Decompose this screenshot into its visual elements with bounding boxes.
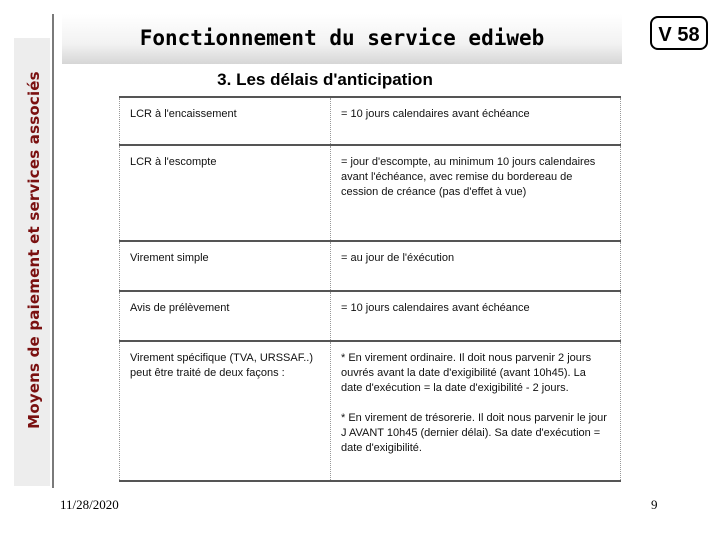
payment-type-cell: Virement spécifique (TVA, URSSAF..) peut être traité de deux façons : bbox=[120, 341, 331, 481]
payment-type-cell: LCR à l'encaissement bbox=[120, 97, 331, 145]
title-banner bbox=[62, 14, 622, 64]
sidebar-label: Moyens de paiement et services associés bbox=[25, 71, 43, 429]
table-row bbox=[120, 241, 621, 291]
table-row bbox=[120, 97, 621, 145]
footer-date: 11/28/2020 bbox=[60, 497, 119, 512]
payment-type-cell: Avis de prélèvement bbox=[120, 291, 331, 341]
version-badge: V 58 bbox=[650, 16, 708, 50]
section-subtitle: 3. Les délais d'anticipation bbox=[217, 70, 433, 89]
delay-cell: = 10 jours calendaires avant échéance bbox=[331, 291, 621, 341]
page-title: Fonctionnement du service ediweb bbox=[139, 26, 545, 50]
table-row bbox=[120, 145, 621, 241]
page-number: 9 bbox=[651, 497, 658, 512]
table-row bbox=[120, 341, 621, 481]
table-row bbox=[120, 291, 621, 341]
payment-type-cell: LCR à l'escompte bbox=[120, 145, 331, 241]
delay-cell: * En virement ordinaire. Il doit nous parvenir 2 jours ouvrés avant la date d'exigibilité (avant 10h45). La date d'exécution = la date d'exigibilité - 2 jours. * En virement de trésorerie. Il doit nous parvenir le jour J AVANT 10h45 (dernier délai). Sa date d'exécution = date d'exigibilité. bbox=[331, 341, 621, 481]
delay-cell: = jour d'escompte, au minimum 10 jours calendaires avant l'échéance, avec remise du bordereau de cession de créance (pas d'effet à vue) bbox=[331, 145, 621, 241]
delays-table bbox=[119, 96, 621, 482]
delay-cell: = 10 jours calendaires avant échéance bbox=[331, 97, 621, 145]
sidebar bbox=[0, 0, 52, 540]
delay-cell: = au jour de l'éxécution bbox=[331, 241, 621, 291]
sidebar-divider bbox=[52, 14, 54, 488]
payment-type-cell: Virement simple bbox=[120, 241, 331, 291]
